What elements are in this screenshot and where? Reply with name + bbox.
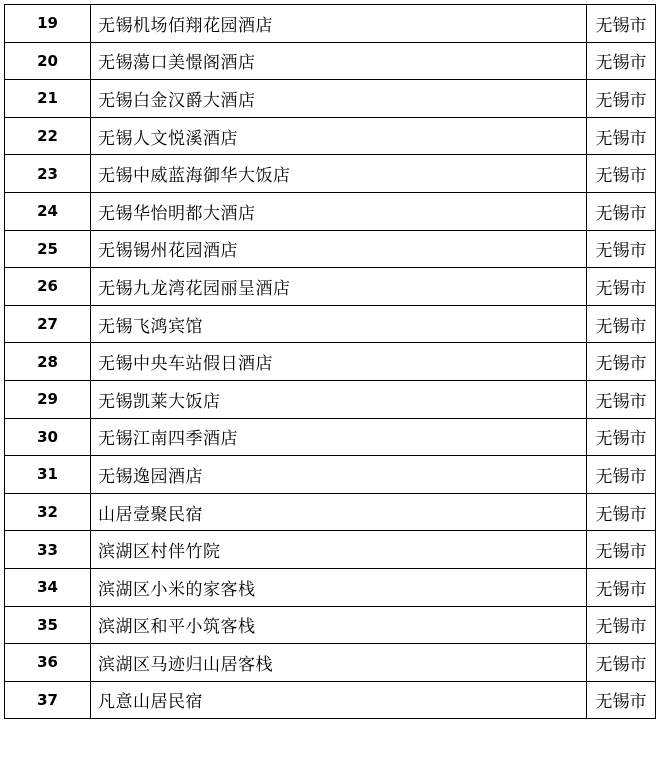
row-number: 28 [5,343,91,381]
table-row [5,192,656,230]
city-name: 无锡市 [587,606,656,644]
city-name: 无锡市 [587,531,656,569]
table-row [5,305,656,343]
table-row [5,42,656,80]
city-name: 无锡市 [587,493,656,531]
hotel-name: 山居壹聚民宿 [91,493,587,531]
row-number: 37 [5,681,91,719]
city-name: 无锡市 [587,80,656,118]
row-number: 32 [5,493,91,531]
hotel-name: 滨湖区和平小筑客栈 [91,606,587,644]
city-name: 无锡市 [587,42,656,80]
hotel-name: 凡意山居民宿 [91,681,587,719]
table-row [5,268,656,306]
row-number: 29 [5,380,91,418]
row-number: 22 [5,117,91,155]
row-number: 30 [5,418,91,456]
hotel-name: 无锡凯莱大饭店 [91,380,587,418]
city-name: 无锡市 [587,418,656,456]
table-row [5,531,656,569]
table-row [5,644,656,682]
table-body [5,5,656,719]
table-row [5,117,656,155]
city-name: 无锡市 [587,230,656,268]
hotel-name: 无锡蕩口美憬阁酒店 [91,42,587,80]
row-number: 21 [5,80,91,118]
hotel-name: 无锡九龙湾花园丽呈酒店 [91,268,587,306]
hotel-name: 无锡中威蓝海御华大饭店 [91,155,587,193]
hotel-name: 无锡飞鸿宾馆 [91,305,587,343]
hotel-name: 无锡华怡明都大酒店 [91,192,587,230]
row-number: 35 [5,606,91,644]
city-name: 无锡市 [587,192,656,230]
row-number: 20 [5,42,91,80]
city-name: 无锡市 [587,268,656,306]
table-row [5,230,656,268]
hotel-list-table [4,4,656,719]
hotel-name: 无锡白金汉爵大酒店 [91,80,587,118]
table-row [5,80,656,118]
hotel-name: 无锡逸园酒店 [91,456,587,494]
row-number: 31 [5,456,91,494]
hotel-name: 滨湖区小米的家客栈 [91,568,587,606]
table-row [5,493,656,531]
row-number: 27 [5,305,91,343]
table-row [5,456,656,494]
row-number: 25 [5,230,91,268]
hotel-name: 无锡中央车站假日酒店 [91,343,587,381]
city-name: 无锡市 [587,681,656,719]
row-number: 33 [5,531,91,569]
row-number: 36 [5,644,91,682]
city-name: 无锡市 [587,117,656,155]
hotel-name: 滨湖区马迹归山居客栈 [91,644,587,682]
hotel-name: 无锡人文悦溪酒店 [91,117,587,155]
table-row [5,5,656,43]
city-name: 无锡市 [587,380,656,418]
table-row [5,380,656,418]
city-name: 无锡市 [587,568,656,606]
row-number: 26 [5,268,91,306]
table-row [5,681,656,719]
row-number: 23 [5,155,91,193]
row-number: 24 [5,192,91,230]
row-number: 19 [5,5,91,43]
hotel-name: 无锡机场佰翔花园酒店 [91,5,587,43]
city-name: 无锡市 [587,456,656,494]
table-row [5,568,656,606]
city-name: 无锡市 [587,343,656,381]
table-row [5,343,656,381]
city-name: 无锡市 [587,305,656,343]
table-row [5,155,656,193]
row-number: 34 [5,568,91,606]
city-name: 无锡市 [587,644,656,682]
city-name: 无锡市 [587,5,656,43]
hotel-name: 无锡锡州花园酒店 [91,230,587,268]
city-name: 无锡市 [587,155,656,193]
table-row [5,606,656,644]
hotel-name: 滨湖区村伴竹院 [91,531,587,569]
table-row [5,418,656,456]
hotel-name: 无锡江南四季酒店 [91,418,587,456]
